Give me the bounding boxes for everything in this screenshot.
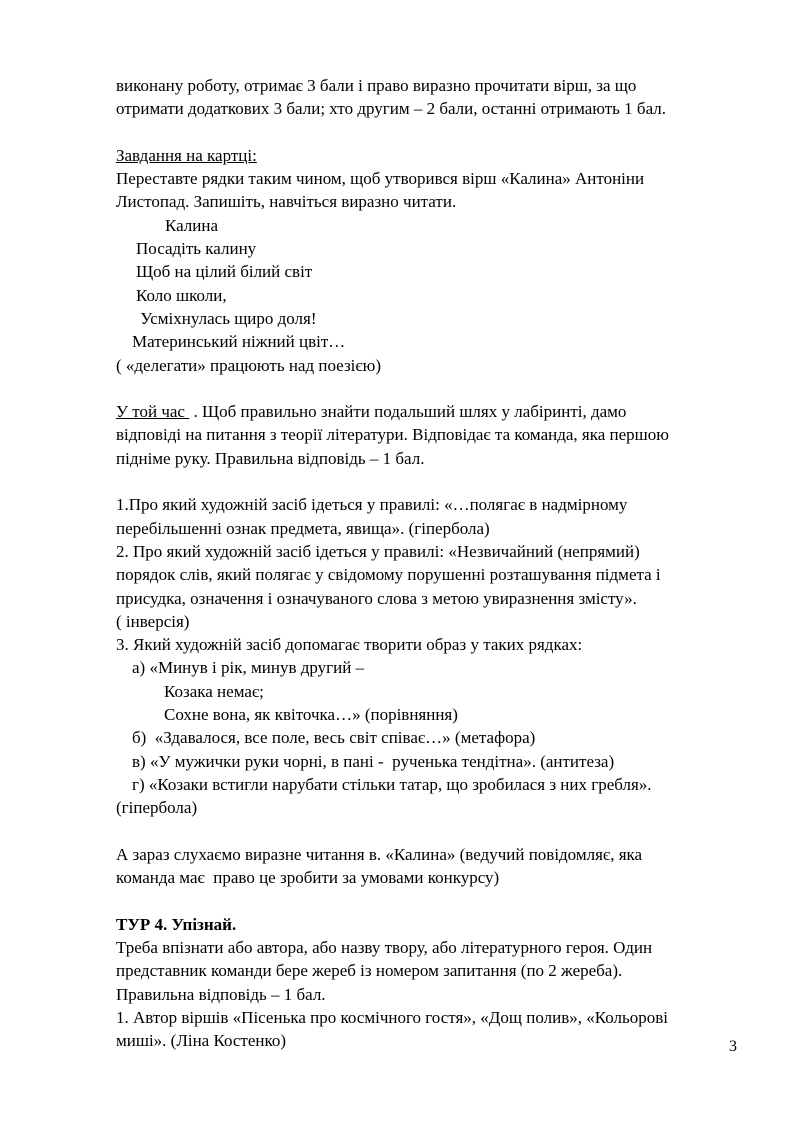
poem-title: Калина — [165, 215, 219, 235]
round4-line: 1. Автор віршів «Пісенька про космічного гостя», «Дощ полив», «Кольорові — [116, 1007, 668, 1027]
page-number: 3 — [729, 1038, 737, 1055]
question-line: присудка, означення і означуваного слова з метою увиразнення змісту». — [116, 588, 637, 608]
question-line: г) «Козаки встигли нарубати стільки татар, що зробилася з них гребля». — [132, 774, 652, 794]
question-line: б) «Здавалося, все поле, весь світ співає…» (метафора) — [132, 728, 536, 748]
question-line: в) «У мужички руки чорні, в пані - рученька тендітна». (антитеза) — [132, 751, 615, 771]
card-task-note: ( «делегати» працюють над поезією) — [116, 355, 382, 375]
question-line: порядок слів, який полягає у свідомому порушенні розташування підмета і — [116, 565, 661, 585]
meanwhile-line: підніме руку. Правильна відповідь – 1 бал. — [116, 448, 425, 468]
poem-line: Материнський ніжний цвіт… — [132, 332, 346, 352]
question-line: 3. Який художній засіб допомагає творити образ у таких рядках: — [116, 635, 583, 655]
question-line: 1.Про який художній засіб ідеться у правилі: «…полягає в надмірному — [116, 495, 628, 515]
intro-line: виконану роботу, отримає 3 бали і право виразно прочитати вірш, за що — [116, 76, 637, 95]
question-line: а) «Минув і рік, минув другий – — [132, 658, 365, 678]
card-task-heading: Завдання на картці: — [116, 145, 257, 165]
meanwhile-line: відповіді на питання з теорії літератури. Відповідає та команда, яка першою — [116, 425, 669, 445]
question-line: ( інверсія) — [116, 611, 190, 631]
question-line: 2. Про який художній засіб ідеться у правилі: «Незвичайний (непрямий) — [116, 541, 640, 561]
reading-line: команда має право це зробити за умовами конкурсу) — [116, 868, 500, 888]
card-task-line: Переставте рядки таким чином, щоб утворився вірш «Калина» Антоніни — [116, 169, 645, 189]
round4-line: Правильна відповідь – 1 бал. — [116, 984, 326, 1004]
question-line: Сохне вона, як квіточка…» (порівняння) — [164, 705, 458, 725]
meanwhile-text: . Щоб правильно знайти подальший шлях у лабіринті, дамо — [189, 402, 627, 422]
round4-heading: ТУР 4. Упізнай. — [116, 914, 237, 934]
round4-line: представник команди бере жереб із номером запитання (по 2 жереба). — [116, 961, 623, 981]
document-body — [116, 74, 726, 1052]
poem-line: Усміхнулась щиро доля! — [136, 308, 317, 328]
card-task-line: Листопад. Запишіть, навчіться виразно читати. — [116, 192, 457, 212]
poem-line: Коло школи, — [136, 285, 227, 305]
question-line: (гіпербола) — [116, 798, 198, 818]
meanwhile-label: У той час — [116, 402, 190, 422]
intro-line: отримати додаткових 3 бали; хто другим – 2 бали, останні отримають 1 бал. — [116, 99, 667, 119]
poem-line: Посадіть калину — [136, 239, 257, 259]
round4-line: миші». (Ліна Костенко) — [116, 1031, 287, 1051]
round4-line: Треба впізнати або автора, або назву твору, або літературного героя. Один — [116, 937, 653, 957]
question-line: Козака немає; — [164, 681, 264, 701]
reading-line: А зараз слухаємо виразне читання в. «Калина» (ведучий повідомляє, яка — [116, 844, 643, 864]
poem-line: Щоб на цілий білий світ — [136, 262, 313, 282]
meanwhile-line — [116, 400, 726, 423]
question-line: перебільшенні ознак предмета, явища». (гіпербола) — [116, 518, 490, 538]
